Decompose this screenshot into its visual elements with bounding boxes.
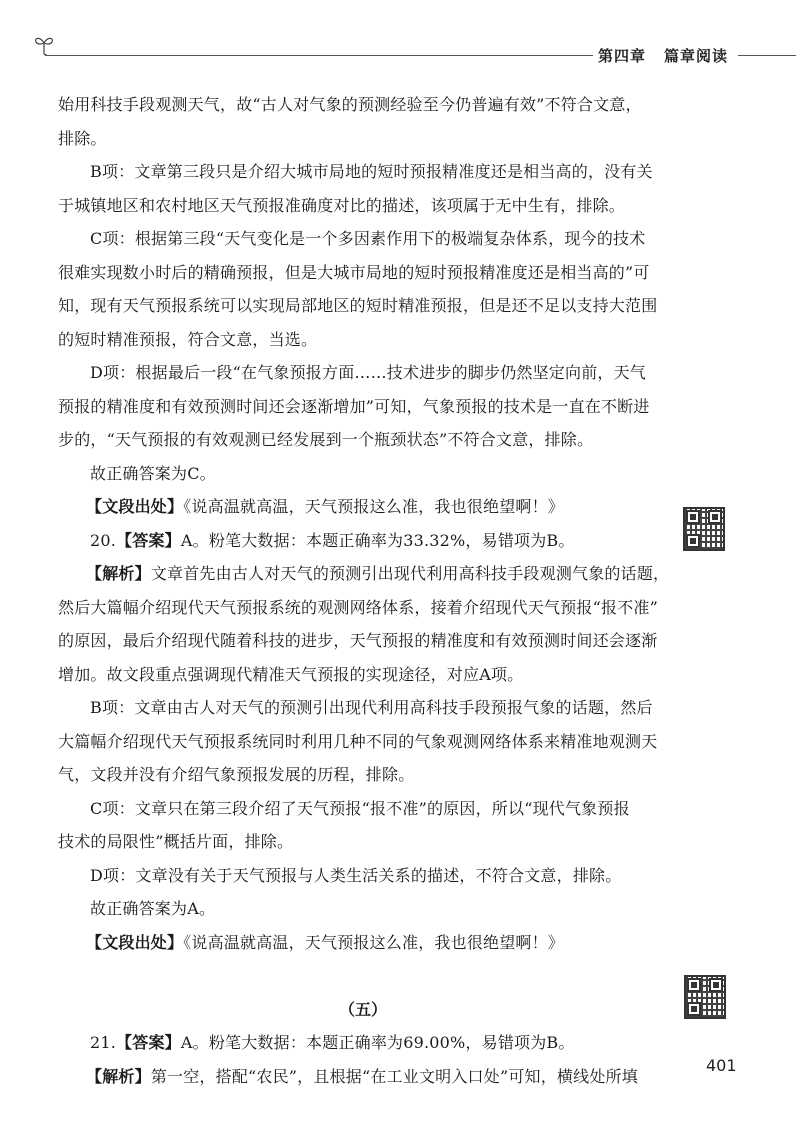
chapter-number: 第四章 [598,47,647,65]
source-label: 【文段出处】 [86,932,184,952]
text-line: 始用科技手段观测天气，故“古人对气象的预测经验至今仍普遍有效”不符合文意， [58,95,642,114]
text-line: 于城镇地区和农村地区天气预报准确度对比的描述，该项属于无中生有，排除。 [58,195,626,215]
header-rule-right [738,55,796,56]
text-line: 很难实现数小时后的精确预报，但是大城市局地的短时预报精准度还是相当高的”可 [58,262,650,282]
source-title: 《说高温就高温，天气预报这么准，我也很绝望啊！》 [183,932,565,952]
option-b-line: B项：文章第三段只是介绍大城市局地的短时预报精准度还是相当高的，没有关 [90,162,653,181]
q20-analysis-line [58,557,668,591]
text-line: 知，现有天气预报系统可以实现局部地区的短时精准预报，但是还不足以支持大范围 [58,296,658,315]
q21-answer-line [58,1026,668,1060]
source-line [58,490,668,524]
text-line: 气，文段并没有介绍气象预报发展的历程，排除。 [58,765,415,784]
text-line: 排除。 [58,128,107,148]
text-line: 预报的精准度和有效预测时间还会逐渐增加”可知，气象预报的技术是一直在不断进 [58,396,650,416]
source-line [58,926,668,960]
conclusion-line: 故正确答案为A。 [90,899,216,918]
section-name: 篇章阅读 [664,47,729,65]
text-line: 的原因，最后介绍现代随着科技的进步，天气预报的精准度和有效预测时间还会逐渐 [58,631,658,650]
page-body [58,88,668,1093]
source-title: 《说高温就高温，天气预报这么准，我也很绝望啊！》 [183,497,565,516]
text-line: 增加。故文段重点强调现代精准天气预报的实现途径，对应A项。 [58,664,524,684]
answer-text: A。粉笔大数据：本题正确率为69.00%，易错项为B。 [180,1033,575,1052]
text-line: 的短时精准预报，符合文意，当选。 [58,329,318,349]
page-number: 401 [706,1056,737,1075]
q21-analysis-line [58,1060,668,1094]
option-c-line: C项：文章只在第三段介绍了天气预报“报不准”的原因，所以“现代气象预报 [90,798,630,818]
option-d-line: D项：文章没有关于天气预报与人类生活关系的描述，不符合文意，排除。 [90,865,622,885]
text-line: 大篇幅介绍现代天气预报系统同时利用几种不同的气象观测网络体系来精准地观测天 [58,731,658,751]
analysis-label: 【解析】 [86,564,151,583]
header-rule [45,55,593,56]
answer-label: 【答案】 [116,1033,181,1052]
chapter-heading [598,45,728,66]
answer-label: 【答案】 [116,530,181,550]
option-b-line: B项：文章由古人对天气的预测引出现代利用高科技手段预报气象的话题，然后 [90,698,653,717]
text-line: 然后大篇幅介绍现代天气预报系统的观测网络体系，接着介绍现代天气预报“报不准” [58,597,658,617]
qr-code-icon[interactable] [684,975,726,1019]
analysis-text: 文章首先由古人对天气的预测引出现代利用高科技手段观测气象的话题， [150,564,670,583]
answer-text: A。粉笔大数据：本题正确率为33.32%，易错项为B。 [180,530,575,550]
qr-code-icon[interactable] [683,507,725,551]
conclusion-line: 故正确答案为C。 [90,463,216,483]
text-line: 技术的局限性”概括片面，排除。 [58,832,294,851]
text-line: 步的，“天气预报的有效观测已经发展到一个瓶颈状态”不符合文意，排除。 [58,430,594,449]
option-c-line: C项：根据第三段“天气变化是一个多因素作用下的极端复杂体系，现今的技术 [90,229,646,248]
q20-answer-line [58,524,668,558]
question-number: 21. [90,1033,117,1052]
analysis-label: 【解析】 [86,1066,151,1086]
analysis-text: 第一空，搭配“农民”，且根据“在工业文明入口处”可知，横线处所填 [150,1066,638,1086]
option-d-line: D项：根据最后一段“在气象预报方面……技术进步的脚步仍然坚定向前，天气 [90,363,647,382]
section-title: （五） [338,999,387,1019]
question-number: 20. [90,530,117,550]
source-label: 【文段出处】 [86,497,184,516]
page-header [0,0,800,80]
